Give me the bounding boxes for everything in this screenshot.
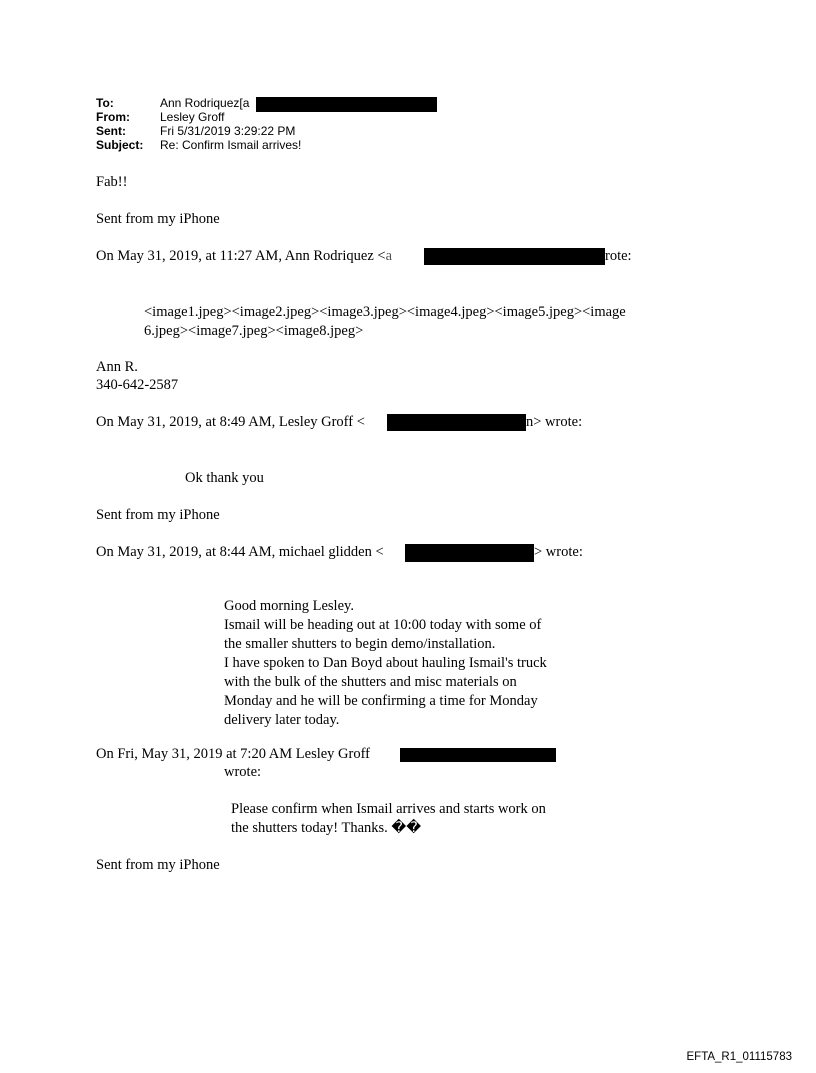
- document-id: EFTA_R1_01115783: [686, 1051, 792, 1063]
- message-line: Good morning Lesley.: [224, 598, 354, 614]
- quote-header-lesley: On May 31, 2019, at 8:49 AM, Lesley Groff <: [96, 414, 365, 430]
- signature-line: Sent from my iPhone: [96, 211, 220, 227]
- message-line: the smaller shutters to begin demo/installation.: [224, 636, 496, 652]
- image-attachments-line-2: 6.jpeg><image7.jpeg><image8.jpeg>: [144, 323, 364, 339]
- reply-text: Fab!!: [96, 174, 128, 190]
- redaction-bar: [387, 414, 526, 431]
- to-value: Ann Rodriquez[a: [160, 96, 250, 110]
- contact-phone: 340-642-2587: [96, 377, 179, 393]
- email-fragment: a: [385, 248, 393, 264]
- to-label: To:: [96, 96, 114, 110]
- sent-label: Sent:: [96, 124, 126, 138]
- quote-suffix: wrote:: [224, 764, 262, 780]
- michael-message: [224, 597, 547, 730]
- quote-suffix: > wrote:: [534, 544, 583, 560]
- quote-suffix: rote:: [605, 248, 632, 264]
- contact-name: Ann R.: [96, 359, 138, 375]
- message-line: Please confirm when Ismail arrives and starts work on: [231, 801, 546, 817]
- redaction-bar: [405, 544, 534, 562]
- redaction-bar: [400, 748, 556, 762]
- signature-line: Sent from my iPhone: [96, 857, 220, 873]
- sent-value: Fri 5/31/2019 3:29:22 PM: [160, 124, 296, 138]
- message-line: Monday and he will be confirming a time for Monday: [224, 693, 538, 709]
- subject-value: Re: Confirm Ismail arrives!: [160, 138, 302, 152]
- message-line: Ismail will be heading out at 10:00 today with some of: [224, 617, 542, 633]
- redaction-bar: [424, 248, 605, 265]
- quote-suffix: n> wrote:: [526, 414, 583, 430]
- quote-header-ann: [96, 247, 392, 266]
- image-attachments-line-1: <image1.jpeg><image2.jpeg><image3.jpeg><image4.jpeg><image5.jpeg><image: [144, 304, 626, 320]
- from-value: Lesley Groff: [160, 110, 225, 124]
- subject-label: Subject:: [96, 138, 144, 152]
- message-line: with the bulk of the shutters and misc materials on: [224, 674, 517, 690]
- from-label: From:: [96, 110, 130, 124]
- quote-header-lesley-original: On Fri, May 31, 2019 at 7:20 AM Lesley Groff: [96, 746, 370, 762]
- message-line: delivery later today.: [224, 712, 340, 728]
- quote-prefix: On May 31, 2019, at 11:27 AM, Ann Rodriquez <: [96, 248, 386, 264]
- redaction-bar: [256, 97, 437, 112]
- message-line: I have spoken to Dan Boyd about hauling Ismail's truck: [224, 655, 547, 671]
- message-line: the shutters today! Thanks. ��: [231, 820, 422, 836]
- lesley-message: [231, 800, 546, 838]
- ok-thanks-text: Ok thank you: [185, 470, 264, 486]
- signature-line: Sent from my iPhone: [96, 507, 220, 523]
- quote-header-michael: On May 31, 2019, at 8:44 AM, michael glidden <: [96, 544, 384, 560]
